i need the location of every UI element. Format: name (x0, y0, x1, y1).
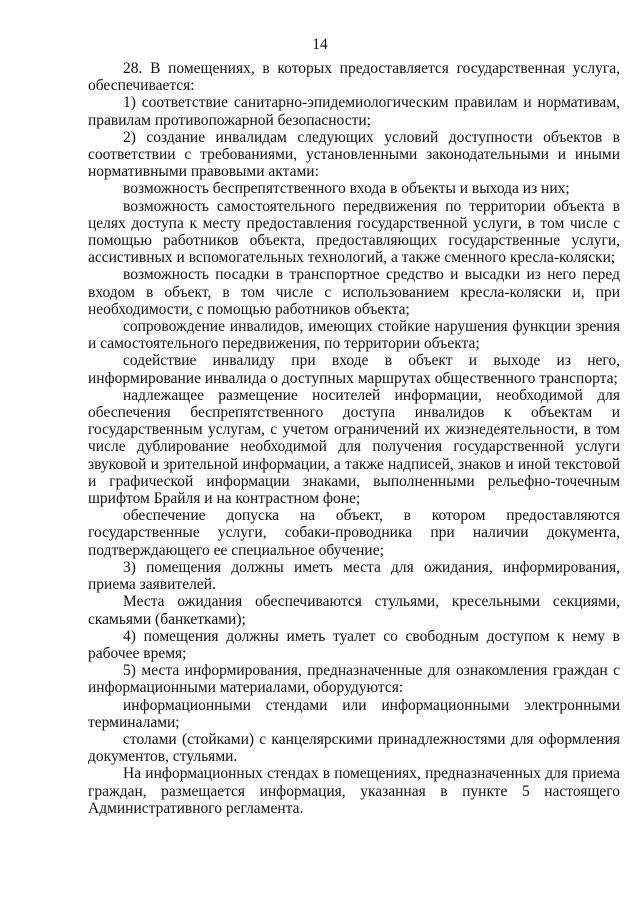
paragraph-section-28-intro: 28. В помещениях, в которых предоставляется государственная услуга, обеспечивается: (88, 60, 620, 95)
paragraph-escort: сопровождение инвалидов, имеющих стойкие нарушения функции зрения и самостоятельного передвижения, по территории объекта; (88, 318, 620, 353)
paragraph-item-5-info-places: 5) места информирования, предназначенные для ознакомления граждан с информационными материалами, оборудуются: (88, 662, 620, 697)
paragraph-entrance-exit: возможность беспрепятственного входа в объекты и выхода из них; (123, 180, 570, 198)
paragraph-info-stands-terminals: информационными стендами или информационными электронными терминалами; (88, 696, 620, 731)
paragraph-guide-dog: обеспечение допуска на объект, в котором предоставляются государственные услуги, собаки-проводника при наличии документа, подтверждающего ее специальное обучение; (88, 507, 620, 559)
paragraph-independent-movement: возможность самостоятельного передвижения по территории объекта в целях доступа к месту предоставления государственной услуги, в том числе с помощью работников объекта, предоставляющих государственные услуги, ассистивных и вспомогательных технологий, а также сменного кресла-коляски; (88, 197, 620, 267)
paragraph-item-2-accessibility: 2) создание инвалидам следующих условий доступности объектов в соответствии с требованиями, установленными законодательными и иными нормативными правовыми актами: (88, 128, 620, 181)
paragraph-info-on-stands: На информационных стендах в помещениях, предназначенных для приема граждан, размещается информация, указанная в пункте 5 настоящего Административного регламента. (88, 765, 620, 817)
paragraph-desks-chairs: столами (стойками) с канцелярскими принадлежностями для оформления документов, стульями. (88, 730, 620, 766)
page-number: 14 (312, 36, 328, 53)
document-body (88, 60, 620, 817)
paragraph-item-4-toilet: 4) помещения должны иметь туалет со свободным доступом к нему в рабочее время; (88, 627, 620, 662)
paragraph-waiting-seating: Места ожидания обеспечиваются стульями, кресельными секциями, скамьями (банкетками); (88, 593, 620, 628)
paragraph-vehicle-boarding: возможность посадки в транспортное средство и высадки из него перед входом в объект, в том числе с использованием кресла-коляски и, при необходимости, с помощью работников объекта; (88, 266, 620, 318)
paragraph-assistance: содействие инвалиду при входе в объект и выходе из него, информирование инвалида о доступных маршрутах общественного транспорта; (88, 352, 620, 387)
paragraph-information-carriers: надлежащее размещение носителей информации, необходимой для обеспечения беспрепятственного доступа инвалидов к объектам и государственным услугам, с учетом ограничений их жизнедеятельности, в том числе дублирование необходимой для получения государственной услуги звуковой и зрительной информации, а также надписей, знаков и иной текстовой и графической информации знаками, выполненными рельефно-точечным шрифтом Брайля и на контрастном фоне; (88, 386, 620, 508)
paragraph-item-1-sanitary: 1) соответствие санитарно-эпидемиологическим правилам и нормативам, правилам противопожарной безопасности; (88, 94, 620, 129)
paragraph-item-3-waiting-areas: 3) помещения должны иметь места для ожидания, информирования, приема заявителей. (88, 558, 620, 594)
